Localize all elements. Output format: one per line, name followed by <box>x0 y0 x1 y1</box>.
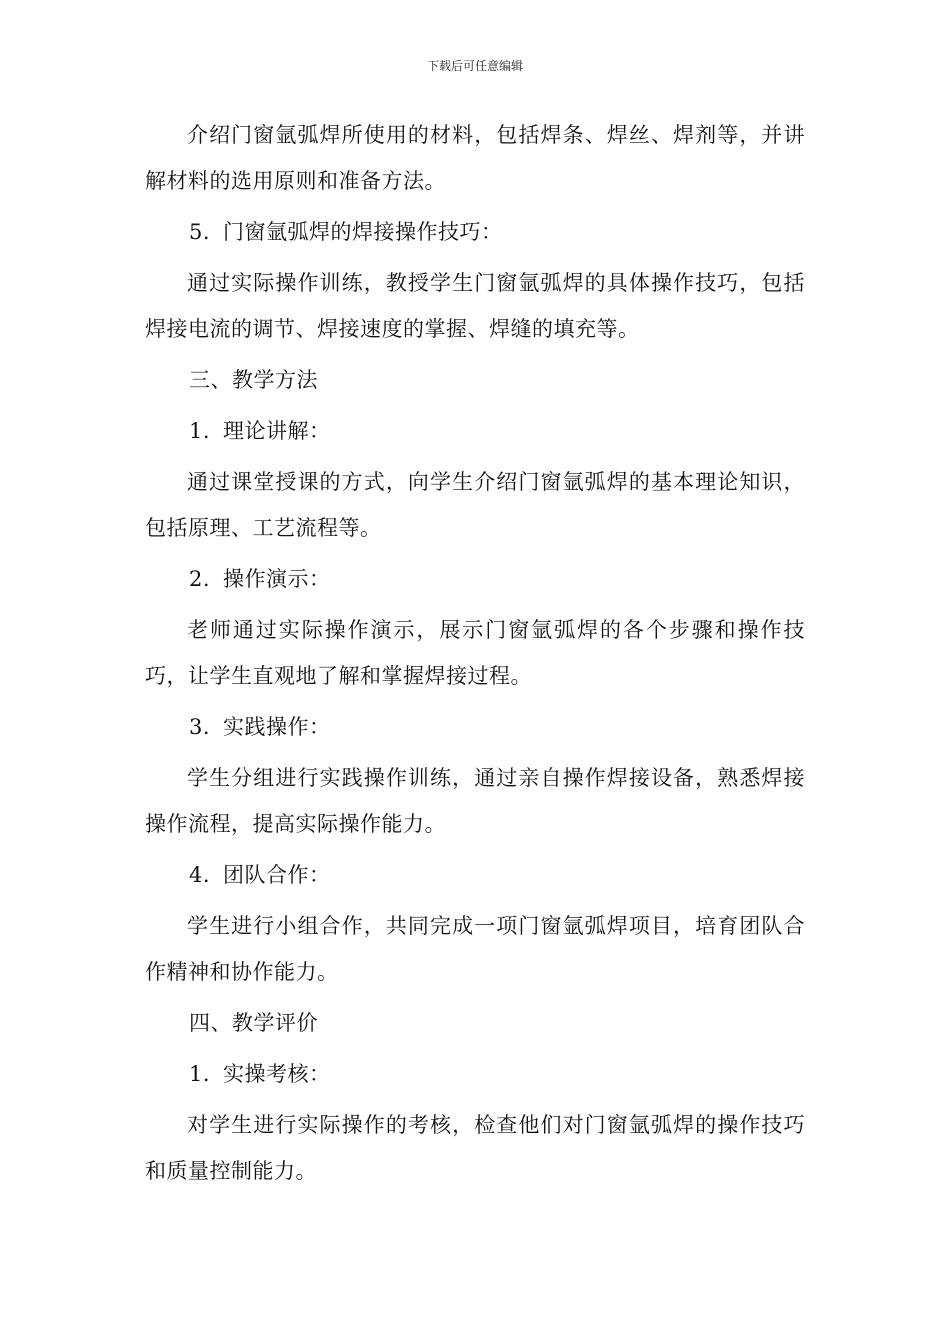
section-heading-teaching-evaluation: 四、教学评价 <box>189 1011 318 1035</box>
paragraph-theory: 通过课堂授课的方式，向学生介绍门窗氩弧焊的基本理论知识，包括原理、工艺流程等。 <box>145 470 805 540</box>
list-number: 1. <box>189 1062 211 1086</box>
list-item-label: 实操考核： <box>223 1062 331 1086</box>
list-item-label: 实践操作： <box>223 715 331 739</box>
list-number: 5. <box>189 220 211 244</box>
section-heading-teaching-methods: 三、教学方法 <box>189 368 318 392</box>
paragraph-technique: 通过实际操作训练，教授学生门窗氩弧焊的具体操作技巧，包括焊接电流的调节、焊接速度的掌握、焊缝的填充等。 <box>145 271 805 341</box>
list-number: 4. <box>189 863 211 887</box>
list-item-label: 操作演示： <box>223 567 331 591</box>
list-item-practice <box>145 704 805 750</box>
paragraph-materials: 介绍门窗氩弧焊所使用的材料，包括焊条、焊丝、焊剂等，并讲解材料的选用原则和准备方法。 <box>145 123 805 193</box>
page-header-note: 下载后可任意编辑 <box>426 59 523 73</box>
paragraph-demonstration: 老师通过实际操作演示，展示门窗氩弧焊的各个步骤和操作技巧，让学生直观地了解和掌握焊接过程。 <box>145 618 805 688</box>
paragraph-teamwork: 学生进行小组合作，共同完成一项门窗氩弧焊项目，培育团队合作精神和协作能力。 <box>145 914 805 984</box>
paragraph-practice: 学生分组进行实践操作训练，通过亲自操作焊接设备，熟悉焊接操作流程，提高实际操作能力。 <box>145 766 805 836</box>
list-number: 1. <box>189 419 211 443</box>
paragraph-assessment: 对学生进行实际操作的考核，检查他们对门窗氩弧焊的操作技巧和质量控制能力。 <box>145 1113 805 1183</box>
list-item-teamwork <box>145 852 805 898</box>
list-number: 2. <box>189 567 211 591</box>
list-item-label: 团队合作： <box>223 863 331 887</box>
document-body <box>145 112 805 1199</box>
list-item-label: 理论讲解： <box>223 419 331 443</box>
list-item-label: 门窗氩弧焊的焊接操作技巧： <box>223 220 503 244</box>
list-item-demonstration <box>145 556 805 602</box>
list-item-theory <box>145 408 805 454</box>
list-item-welding-technique <box>145 209 805 255</box>
list-number: 3. <box>189 715 211 739</box>
list-item-practical-assessment <box>145 1051 805 1097</box>
